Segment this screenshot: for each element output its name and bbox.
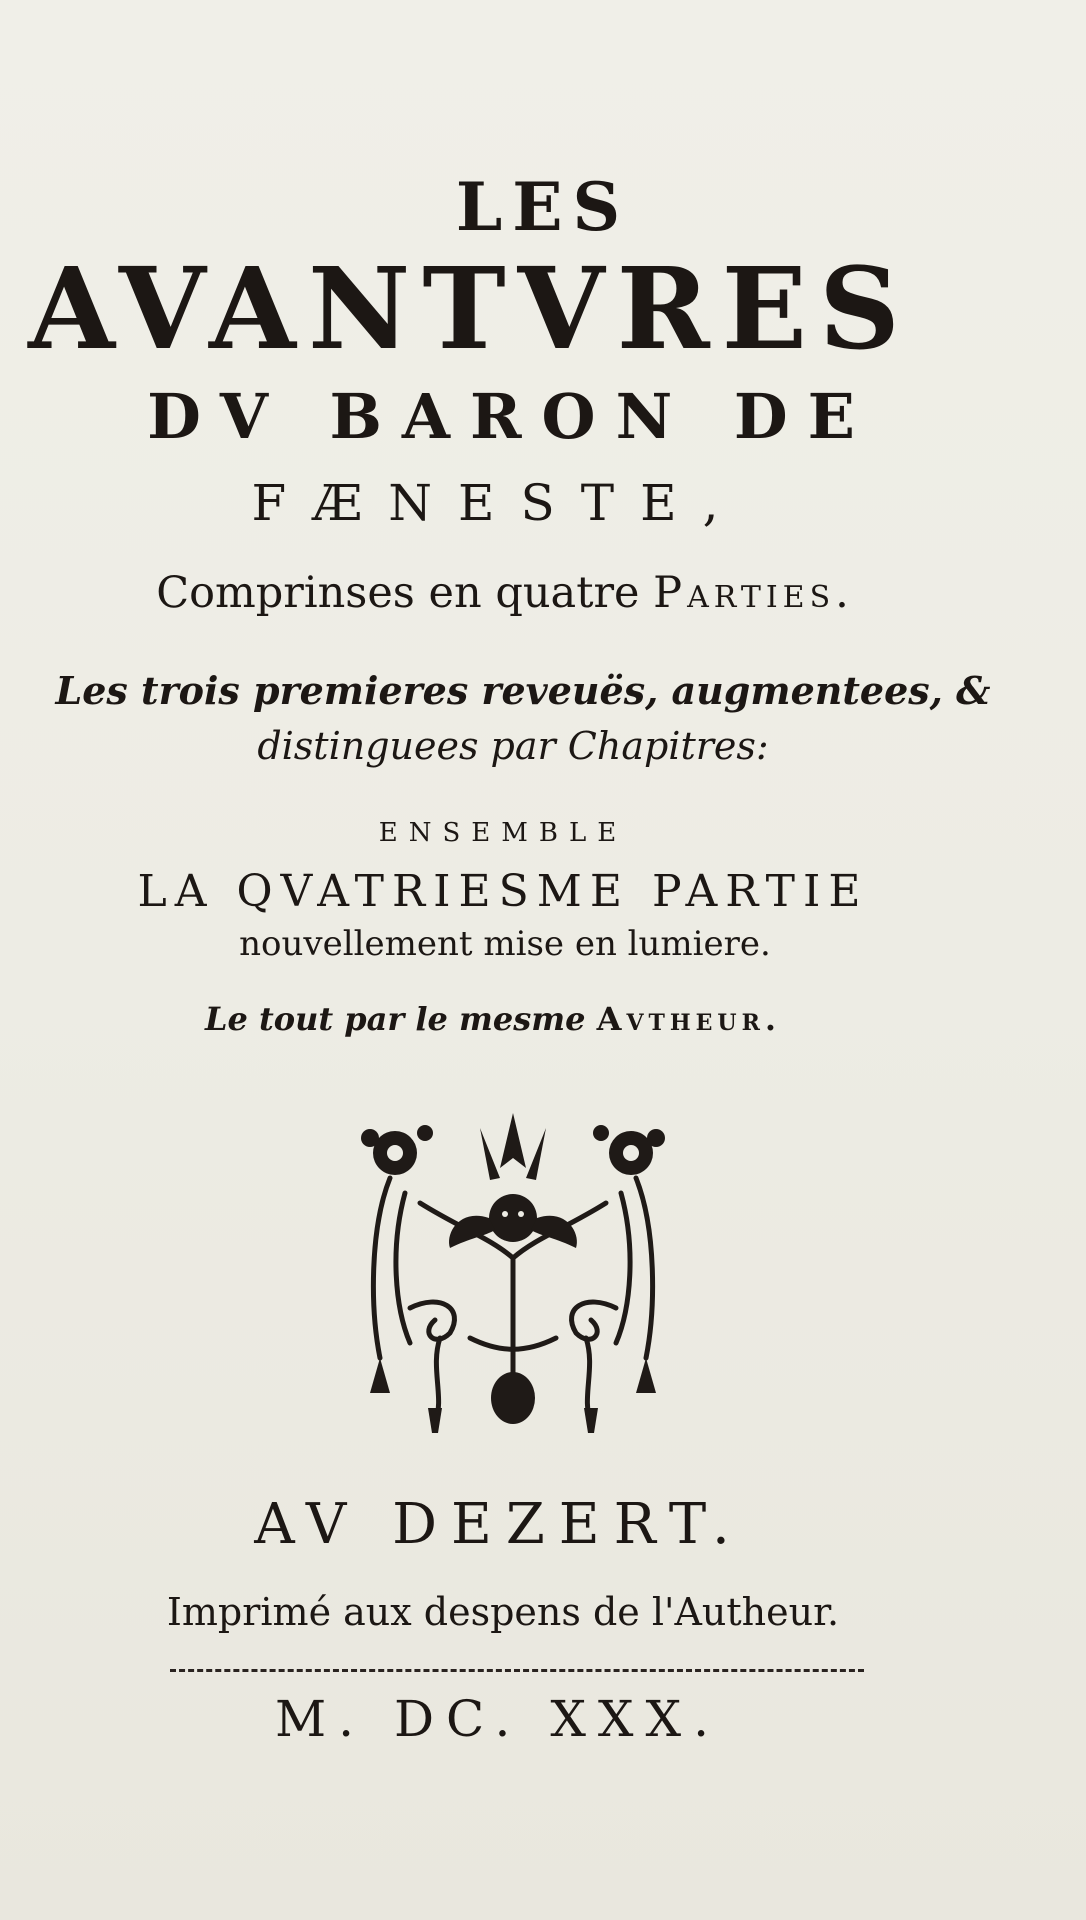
- title-line-faeneste: FÆNESTE,: [251, 474, 745, 532]
- imprint-rule: [170, 1669, 864, 1672]
- title-line-du-baron-de: DV BARON DE: [147, 380, 875, 453]
- imprint-place: AV DEZERT.: [254, 1492, 744, 1557]
- title-line-les: LES: [455, 168, 631, 246]
- author-line-smallcaps: Avtheur.: [596, 1000, 782, 1038]
- description-line-2: distinguees par Chapitres:: [257, 724, 769, 768]
- description-line-1: Les trois premieres reveuës, augmentees, &: [55, 668, 991, 713]
- subtitle-parts: [0, 568, 1048, 618]
- imprint-date: M. DC. XXX.: [274, 1690, 721, 1748]
- title-line-avantvres: AVANTVRES: [28, 244, 912, 375]
- ensemble-line: ENSEMBLE: [378, 818, 628, 848]
- subtitle-parts-text: Comprinses en quatre: [156, 568, 654, 618]
- new-edition-line: nouvellement mise en lumiere.: [239, 924, 771, 964]
- fourth-part-line: LA QVATRIESME PARTIE: [137, 866, 869, 917]
- subtitle-parts-smallcaps: Parties.: [653, 568, 854, 618]
- author-line: [0, 1000, 1036, 1038]
- imprint-printer: Imprimé aux despens de l'Autheur.: [166, 1590, 840, 1634]
- printers-ornament-icon: [350, 1108, 676, 1440]
- author-line-text: Le tout par le mesme: [204, 1000, 597, 1038]
